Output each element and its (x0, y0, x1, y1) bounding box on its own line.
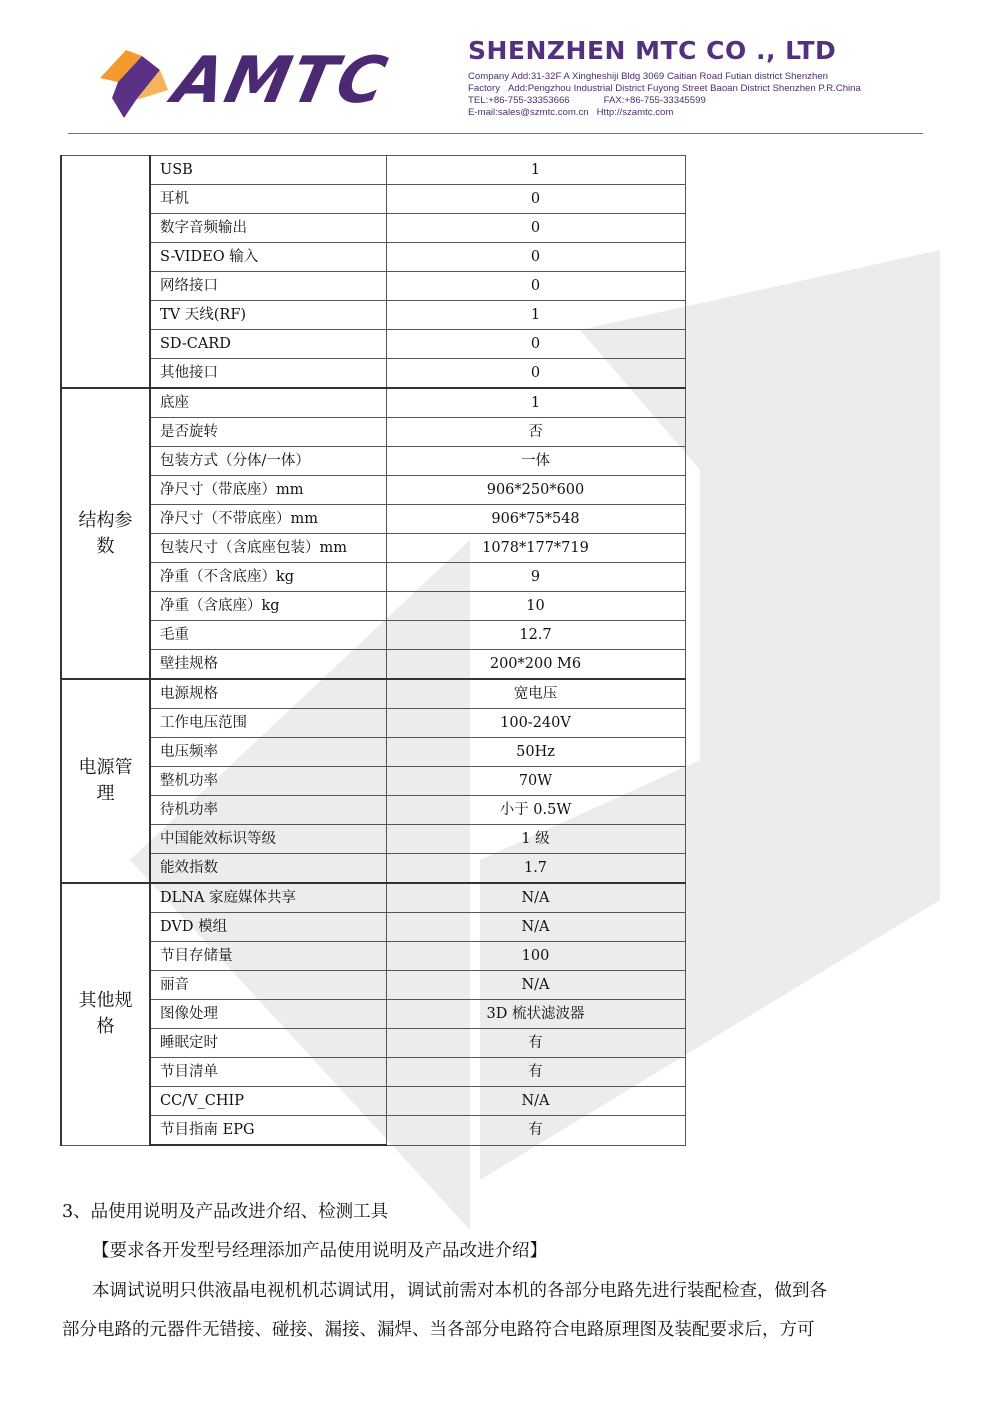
spec-name: 耳机 (150, 185, 386, 214)
spec-row (61, 942, 685, 971)
spec-name: 电压频率 (150, 738, 386, 767)
spec-value: 200*200 M6 (386, 650, 685, 680)
spec-name: 壁挂规格 (150, 650, 386, 680)
spec-name: TV 天线(RF) (150, 301, 386, 330)
spec-value: 小于 0.5W (386, 796, 685, 825)
spec-name: 能效指数 (150, 854, 386, 884)
factory-line (468, 83, 861, 95)
spec-row (61, 679, 685, 709)
spec-name: DVD 模组 (150, 913, 386, 942)
spec-value: 12.7 (386, 621, 685, 650)
spec-value: 100 (386, 942, 685, 971)
spec-value: 有 (386, 1029, 685, 1058)
spec-row (61, 767, 685, 796)
spec-row (61, 592, 685, 621)
spec-row (61, 971, 685, 1000)
spec-name: 电源规格 (150, 679, 386, 709)
factory-label: Factory (468, 83, 500, 94)
spec-value: 0 (386, 214, 685, 243)
spec-row (61, 447, 685, 476)
header-divider (68, 133, 923, 134)
spec-name: SD-CARD (150, 330, 386, 359)
spec-value: 宽电压 (386, 679, 685, 709)
section-heading: 3、品使用说明及产品改进介绍、检测工具 (62, 1202, 389, 1222)
logo-text: AMTC (167, 43, 395, 118)
spec-row (61, 563, 685, 592)
tel: TEL:+86-755-33353666 (468, 95, 570, 106)
spec-row (61, 913, 685, 942)
spec-row (61, 1058, 685, 1087)
spec-value: 9 (386, 563, 685, 592)
group-label-other: 其他规格 (61, 883, 150, 1145)
spec-name: 毛重 (150, 621, 386, 650)
spec-value: N/A (386, 913, 685, 942)
spec-value: 906*75*548 (386, 505, 685, 534)
website: Http://szamtc.com (596, 107, 674, 118)
spec-value: 100-240V (386, 709, 685, 738)
company-name: SHENZHEN MTC CO ., LTD (468, 36, 837, 65)
spec-name: 节目存储量 (150, 942, 386, 971)
spec-name: S-VIDEO 输入 (150, 243, 386, 272)
spec-name: 中国能效标识等级 (150, 825, 386, 854)
spec-row (61, 883, 685, 913)
spec-value: 1078*177*719 (386, 534, 685, 563)
spec-row (61, 825, 685, 854)
spec-value: 0 (386, 330, 685, 359)
spec-name: 净重（含底座）kg (150, 592, 386, 621)
spec-name: 净尺寸（带底座）mm (150, 476, 386, 505)
spec-name: CC/V_CHIP (150, 1087, 386, 1116)
spec-value: 0 (386, 185, 685, 214)
spec-name: 其他接口 (150, 359, 386, 389)
spec-row (61, 301, 685, 330)
spec-row (61, 214, 685, 243)
spec-row (61, 650, 685, 680)
spec-row (61, 738, 685, 767)
spec-value: 906*250*600 (386, 476, 685, 505)
spec-name: 包装方式（分体/一体） (150, 447, 386, 476)
spec-row (61, 1029, 685, 1058)
spec-value: 1.7 (386, 854, 685, 884)
spec-name: USB (150, 156, 386, 185)
spec-name: 底座 (150, 388, 386, 418)
spec-name: 节目指南 EPG (150, 1116, 386, 1146)
spec-value: 否 (386, 418, 685, 447)
spec-row (61, 418, 685, 447)
spec-value: 1 (386, 156, 685, 185)
spec-value: N/A (386, 1087, 685, 1116)
group-label-interfaces (61, 156, 150, 389)
spec-value: N/A (386, 883, 685, 913)
spec-name: 是否旋转 (150, 418, 386, 447)
company-address: Company Add:31-32F A Xingheshiji Bldg 3069 Caitian Road Futian district Shenzhen (468, 71, 828, 82)
spec-value: 0 (386, 359, 685, 389)
spec-row (61, 796, 685, 825)
group-label-structure: 结构参数 (61, 388, 150, 679)
spec-value: 70W (386, 767, 685, 796)
spec-value: 有 (386, 1058, 685, 1087)
spec-row (61, 1116, 685, 1146)
fax: FAX:+86-755-33345599 (603, 95, 706, 106)
spec-row (61, 330, 685, 359)
spec-row (61, 1000, 685, 1029)
letterhead (0, 0, 993, 140)
spec-row (61, 185, 685, 214)
spec-row (61, 621, 685, 650)
spec-table (60, 155, 686, 1146)
spec-value: 1 级 (386, 825, 685, 854)
spec-value: 3D 梳状滤波器 (386, 1000, 685, 1029)
spec-row (61, 156, 685, 185)
spec-name: 包装尺寸（含底座包装）mm (150, 534, 386, 563)
email-line (468, 107, 861, 119)
spec-name: 净尺寸（不带底座）mm (150, 505, 386, 534)
spec-row (61, 534, 685, 563)
group-label-power: 电源管理 (61, 679, 150, 883)
spec-name: 待机功率 (150, 796, 386, 825)
spec-row (61, 272, 685, 301)
spec-row (61, 476, 685, 505)
spec-name: 整机功率 (150, 767, 386, 796)
spec-name: 图像处理 (150, 1000, 386, 1029)
spec-name: DLNA 家庭媒体共享 (150, 883, 386, 913)
spec-value: 0 (386, 272, 685, 301)
paragraph-line-2: 部分电路的元器件无错接、碰接、漏接、漏焊、当各部分电路符合电路原理图及装配要求后，方可 (62, 1320, 815, 1340)
spec-name: 网络接口 (150, 272, 386, 301)
spec-value: 50Hz (386, 738, 685, 767)
spec-row (61, 1087, 685, 1116)
spec-row (61, 709, 685, 738)
paragraph-line-1: 本调试说明只供液晶电视机机芯调试用，调试前需对本机的各部分电路先进行装配检查，做到各 (92, 1281, 827, 1301)
phone-line (468, 95, 861, 107)
spec-name: 丽音 (150, 971, 386, 1000)
spec-value: 有 (386, 1116, 685, 1146)
spec-row (61, 505, 685, 534)
spec-row (61, 243, 685, 272)
requirement-note: 【要求各开发型号经理添加产品使用说明及产品改进介绍】 (92, 1241, 547, 1261)
spec-value: 一体 (386, 447, 685, 476)
spec-name: 节目清单 (150, 1058, 386, 1087)
spec-name: 工作电压范围 (150, 709, 386, 738)
company-contact (468, 71, 861, 119)
spec-table-body (61, 156, 685, 1146)
email: E-mail:sales@szmtc.com.cn (468, 107, 589, 118)
spec-row (61, 388, 685, 418)
spec-value: 1 (386, 301, 685, 330)
factory-address: Add:Pengzhou Industrial District Fuyong Street Baoan District Shenzhen P.R.China (508, 83, 861, 94)
spec-row (61, 359, 685, 389)
spec-value: 10 (386, 592, 685, 621)
spec-value: 0 (386, 243, 685, 272)
spec-name: 数字音频输出 (150, 214, 386, 243)
spec-row (61, 854, 685, 884)
amtc-logo (100, 38, 445, 120)
spec-name: 睡眠定时 (150, 1029, 386, 1058)
spec-value: 1 (386, 388, 685, 418)
spec-value: N/A (386, 971, 685, 1000)
spec-name: 净重（不含底座）kg (150, 563, 386, 592)
